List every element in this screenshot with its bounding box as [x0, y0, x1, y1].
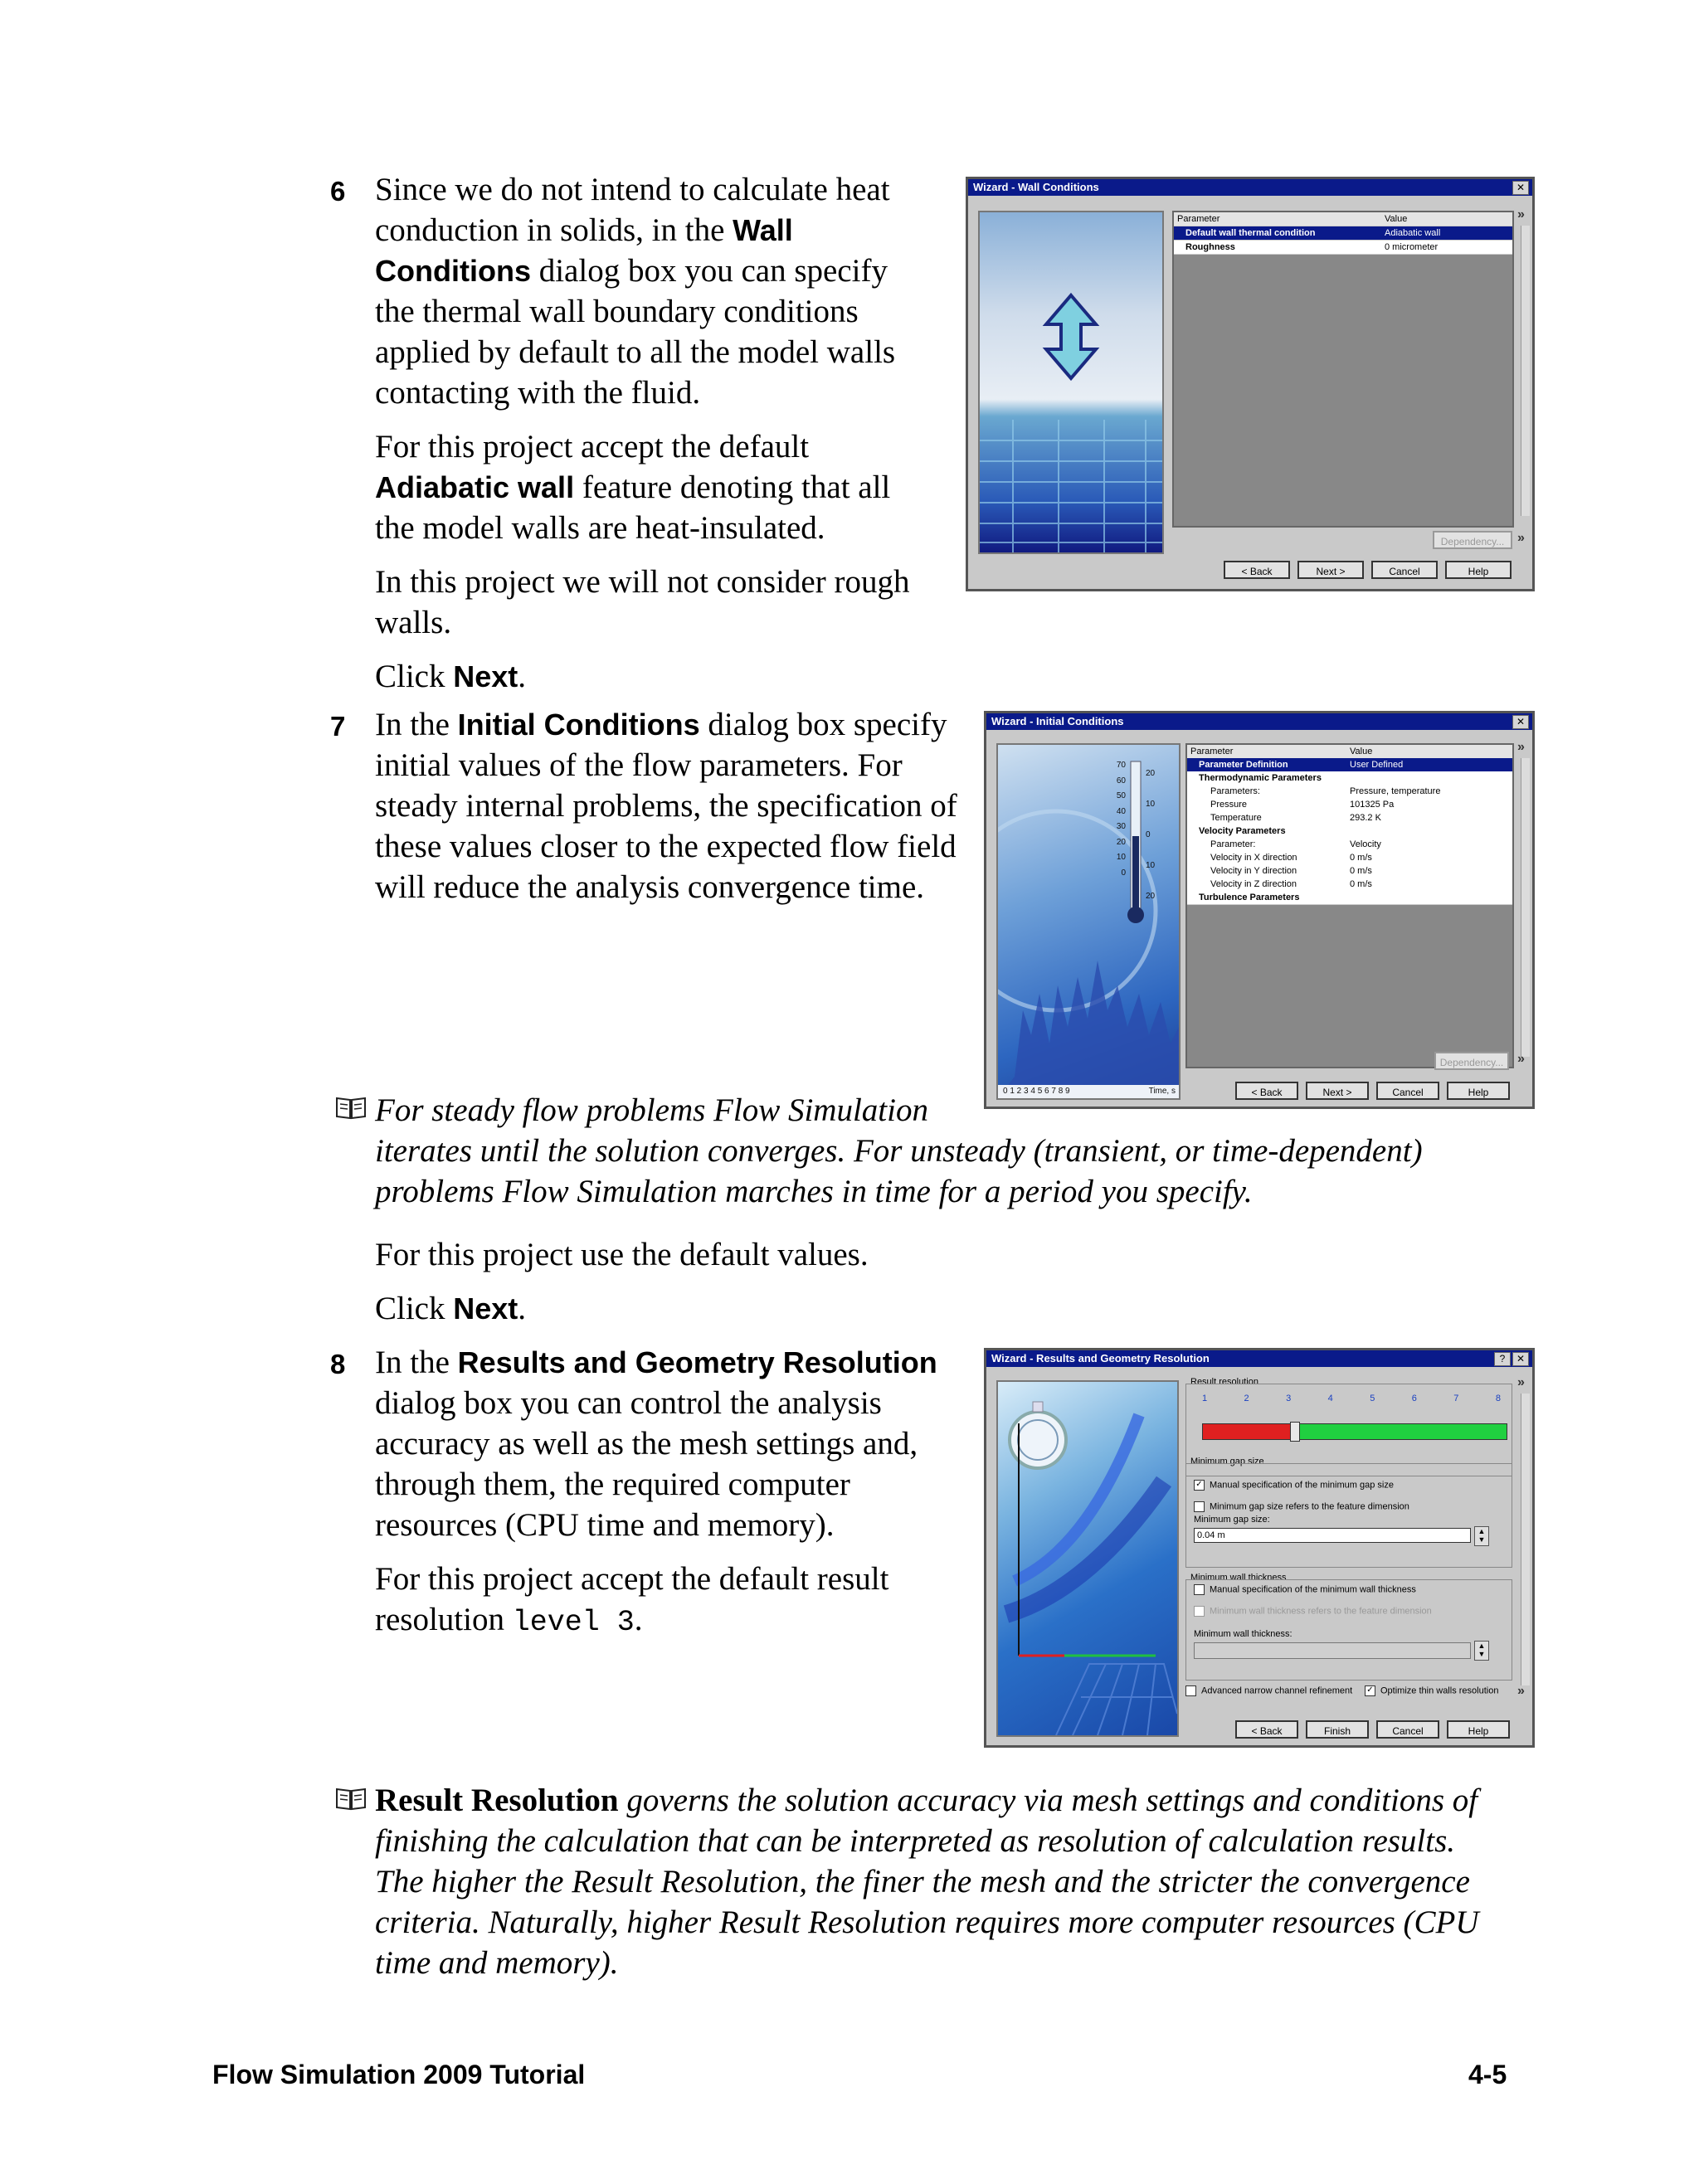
note2-line5: time and memory).: [375, 1945, 619, 1981]
wall-conditions-dialog: [966, 177, 1535, 591]
step6-click: Click: [375, 659, 445, 694]
col-value: Value: [1350, 747, 1373, 756]
x-axis-label: Time, s: [1148, 1087, 1176, 1096]
step8-resolution-pre: resolution: [375, 1602, 504, 1637]
min-gap-group-label: Minimum gap size: [1190, 1457, 1264, 1467]
step6-p2-line2: feature denoting that all: [582, 469, 891, 505]
checkbox-checked[interactable]: ✓: [1194, 1480, 1205, 1491]
row-value: 101325 Pa: [1350, 800, 1395, 810]
expand-chevron-icon[interactable]: »: [1517, 531, 1525, 545]
thermo-left-tick: 10: [1116, 853, 1126, 862]
thermo-left-tick: 40: [1116, 806, 1126, 816]
step7-line4: these values closer to the expected flow field: [375, 829, 957, 864]
help-button[interactable]: Help: [1447, 1082, 1510, 1100]
click-text: Click: [375, 1291, 445, 1326]
min-gap-stepper[interactable]: ▲ ▼: [1474, 1526, 1489, 1546]
wall-feature-checkbox[interactable]: [1194, 1606, 1432, 1617]
wall-parameter-grid: [1172, 211, 1514, 528]
min-wall-group-label: Minimum wall thickness: [1190, 1573, 1287, 1583]
results-illustration: [996, 1380, 1179, 1737]
footer-title: Flow Simulation 2009 Tutorial: [212, 2060, 586, 2089]
table-row[interactable]: [1174, 241, 1512, 255]
tick-label: 5: [1370, 1394, 1375, 1403]
row-param: Parameter:: [1210, 839, 1256, 849]
step6-p2-line1: For this project accept the default: [375, 429, 810, 465]
row-param: Turbulence Parameters: [1199, 893, 1300, 902]
step6-p2-line3: the model walls are heat-insulated.: [375, 510, 825, 546]
thermo-left-tick: 50: [1116, 791, 1126, 800]
tick-label: 8: [1495, 1394, 1501, 1403]
after-note1-text: [375, 1234, 1122, 1329]
step6-line2: conduction in solids, in the: [375, 212, 725, 248]
row-param: Thermodynamic Parameters: [1199, 773, 1322, 783]
result-resolution-label: Result resolution: [1190, 1377, 1258, 1387]
step6-line6: contacting with the fluid.: [375, 375, 701, 411]
tick-label: 6: [1411, 1394, 1417, 1403]
step7-line5: will reduce the analysis convergence time.: [375, 869, 925, 905]
min-gap-label: Minimum gap size:: [1194, 1515, 1270, 1525]
checkbox-unchecked[interactable]: [1185, 1685, 1196, 1696]
adv-narrow-checkbox[interactable]: [1185, 1685, 1352, 1696]
row-param: Parameters:: [1210, 786, 1260, 796]
row-value: 0 m/s: [1350, 866, 1372, 876]
table-row[interactable]: [1187, 878, 1512, 892]
checkbox-disabled[interactable]: [1194, 1606, 1205, 1617]
next-button[interactable]: Next >: [1297, 561, 1364, 579]
manual-wall-label: Manual specification of the minimum wall thickness: [1210, 1584, 1416, 1595]
grid-header: [1187, 745, 1512, 759]
thermo-right-tick: 20: [1146, 769, 1156, 778]
manual-gap-label: Manual specification of the minimum gap size: [1210, 1480, 1394, 1491]
table-row[interactable]: [1187, 798, 1512, 812]
thermo-left-tick: 30: [1116, 822, 1126, 831]
step8-text: [375, 1342, 972, 1643]
next-label: Next: [453, 1291, 518, 1325]
col-value: Value: [1385, 214, 1408, 224]
thermo-left-tick: 70: [1116, 761, 1126, 770]
help-button[interactable]: Help: [1445, 561, 1512, 579]
scrollbar[interactable]: [1521, 226, 1530, 516]
book-icon-svg: [335, 1786, 367, 1811]
step8-line5: resources (CPU time and memory).: [375, 1507, 835, 1543]
note2-line2: finishing the calculation that can be interpreted as resolution of calculation results.: [375, 1823, 1456, 1859]
step6-p3-line2: walls.: [375, 605, 452, 640]
note1-text: [375, 1090, 1536, 1212]
gap-feature-label: Minimum gap size refers to the feature dimension: [1210, 1501, 1409, 1512]
row-param: Roughness: [1185, 242, 1235, 252]
col-parameter: Parameter: [1190, 747, 1234, 756]
results-illustration-art: [998, 1382, 1177, 1735]
results-resolution-dialog: [984, 1348, 1535, 1748]
cancel-button[interactable]: Cancel: [1376, 1720, 1439, 1739]
thermo-right-tick: 0: [1146, 830, 1151, 839]
gap-feature-checkbox[interactable]: [1194, 1501, 1409, 1512]
double-arrow-icon: [1046, 295, 1096, 378]
back-button[interactable]: < Back: [1235, 1082, 1298, 1100]
next-label: Next: [453, 659, 518, 693]
table-row[interactable]: [1187, 771, 1512, 786]
step6-text: [375, 169, 956, 697]
row-value: User Defined: [1350, 760, 1404, 770]
table-row[interactable]: [1187, 891, 1512, 905]
note2-text: [375, 1780, 1553, 1983]
initial-parameter-grid: [1185, 743, 1514, 1068]
row-param: Velocity in X direction: [1210, 853, 1297, 863]
expand-chevron-icon[interactable]: »: [1517, 207, 1525, 221]
tick-label: 1: [1202, 1394, 1208, 1403]
page-number: 4-5: [1468, 2060, 1507, 2089]
wall-illustration: [978, 211, 1164, 554]
checkbox-unchecked[interactable]: [1194, 1584, 1205, 1595]
note2-line1: governs the solution accuracy via mesh settings and conditions of: [626, 1783, 1478, 1818]
initial-dialog-title: Wizard - Initial Conditions: [986, 713, 1532, 730]
result-resolution-bold: Result Resolution: [375, 1783, 619, 1818]
step8-line4: through them, the required computer: [375, 1467, 850, 1502]
note1-line1: For steady flow problems Flow Simulation: [375, 1092, 928, 1128]
step8-line3: accuracy as well as the mesh settings and,: [375, 1426, 918, 1462]
result-resolution-slider[interactable]: [1202, 1423, 1507, 1440]
wall-illustration-art: [980, 212, 1162, 552]
tick-label: 2: [1244, 1394, 1249, 1403]
step8-pre: In the: [375, 1345, 450, 1380]
results-dialog-close-button[interactable]: ✕: [1512, 1352, 1529, 1366]
results-dialog-title: Wizard - Results and Geometry Resolution: [986, 1350, 1532, 1367]
note1-line2: iterates until the solution converges. For unsteady (transient, or time-dependent): [375, 1133, 1423, 1169]
step7-pre: In the: [375, 707, 450, 742]
initial-illustration: [996, 743, 1181, 1100]
table-row[interactable]: [1187, 811, 1512, 825]
min-gap-input[interactable]: [1194, 1528, 1471, 1543]
min-wall-stepper[interactable]: ▲ ▼: [1474, 1641, 1489, 1661]
row-value: 0 m/s: [1350, 853, 1372, 863]
scrollbar[interactable]: [1521, 758, 1530, 1057]
results-dialog-help-button[interactable]: ?: [1494, 1352, 1511, 1366]
tick-label: 7: [1453, 1394, 1459, 1403]
initial-conditions-label: Initial Conditions: [457, 708, 700, 742]
cancel-button[interactable]: Cancel: [1376, 1082, 1439, 1100]
note1-line3: problems Flow Simulation marches in time for a period you specify.: [375, 1174, 1253, 1209]
optimize-label: Optimize thin walls resolution: [1380, 1685, 1499, 1696]
row-value: Adiabatic wall: [1385, 228, 1441, 238]
wall-dialog-close-button[interactable]: ✕: [1512, 181, 1529, 195]
adv-narrow-label: Advanced narrow channel refinement: [1201, 1685, 1353, 1696]
initial-conditions-dialog: [984, 711, 1535, 1109]
book-icon-svg: [335, 1095, 367, 1120]
table-row[interactable]: [1187, 824, 1512, 839]
slider-thumb[interactable]: [1290, 1422, 1300, 1442]
row-value: Pressure, temperature: [1350, 786, 1441, 796]
row-param: Velocity Parameters: [1199, 826, 1286, 836]
expand-chevron-icon[interactable]: »: [1517, 740, 1525, 754]
book-icon: [335, 1095, 367, 1127]
wall-feature-label: Minimum wall thickness refers to the feature dimension: [1210, 1606, 1432, 1617]
thermo-right-tick: 10: [1146, 800, 1156, 809]
back-button[interactable]: < Back: [1224, 561, 1290, 579]
row-value: Velocity: [1350, 839, 1381, 849]
back-button[interactable]: < Back: [1235, 1720, 1298, 1739]
cancel-button[interactable]: Cancel: [1371, 561, 1438, 579]
table-row[interactable]: [1187, 785, 1512, 799]
results-geometry-label: Results and Geometry Resolution: [457, 1345, 937, 1379]
table-row[interactable]: [1174, 226, 1512, 241]
tick-label: 4: [1327, 1394, 1333, 1403]
conditions-label: Conditions: [375, 254, 531, 288]
row-param: Velocity in Z direction: [1210, 879, 1297, 889]
default-values-line: For this project use the default values.: [375, 1237, 869, 1272]
initial-dialog-close-button[interactable]: ✕: [1512, 715, 1529, 729]
step-number-7: 7: [330, 711, 346, 742]
wall-label: Wall: [733, 213, 793, 247]
min-wall-label: Minimum wall thickness:: [1194, 1629, 1293, 1639]
help-button[interactable]: Help: [1447, 1720, 1510, 1739]
step7-line2: initial values of the flow parameters. For: [375, 747, 903, 783]
tick-label: 3: [1286, 1394, 1292, 1403]
x-axis-ticks: 0 1 2 3 4 5 6 7 8 9: [1003, 1087, 1070, 1096]
wall-dialog-title: Wizard - Wall Conditions: [968, 179, 1532, 196]
table-row[interactable]: [1187, 851, 1512, 865]
expand-chevron-icon[interactable]: »: [1517, 1375, 1525, 1389]
manual-gap-checkbox[interactable]: [1194, 1480, 1394, 1491]
note2-line3: The higher the Result Resolution, the finer the mesh and the stricter the convergence: [375, 1864, 1470, 1899]
step8-line2: dialog box you can control the analysis: [375, 1385, 882, 1421]
row-param: Temperature: [1210, 813, 1262, 823]
optimize-checkbox[interactable]: [1365, 1685, 1498, 1696]
step6-line5: applied by default to all the model walls: [375, 334, 896, 370]
resolution-ticks: [1202, 1394, 1501, 1403]
adiabatic-wall-label: Adiabatic wall: [375, 470, 575, 504]
row-param: Pressure: [1210, 800, 1248, 810]
dependency-button[interactable]: Dependency...: [1434, 1052, 1509, 1070]
thermo-right-tick: 20: [1146, 892, 1156, 901]
step6-line4: the thermal wall boundary conditions: [375, 294, 859, 329]
row-param: Velocity in Y direction: [1210, 866, 1297, 876]
step-number-8: 8: [330, 1349, 346, 1379]
row-value: 293.2 K: [1350, 813, 1381, 823]
step8-period: .: [634, 1602, 643, 1637]
step-number-6: 6: [330, 176, 346, 207]
step6-p3-line1: In this project we will not consider rough: [375, 564, 910, 600]
grid-header: [1174, 212, 1512, 226]
step7-text: [375, 704, 981, 907]
book-icon: [335, 1786, 367, 1818]
thermo-right-tick: 10: [1146, 861, 1156, 870]
finish-button[interactable]: Finish: [1306, 1720, 1369, 1739]
checkbox-unchecked[interactable]: [1194, 1501, 1205, 1512]
checkbox-checked[interactable]: ✓: [1365, 1685, 1375, 1696]
table-row[interactable]: [1187, 758, 1512, 772]
row-param: Parameter Definition: [1199, 760, 1288, 770]
row-param: Default wall thermal condition: [1185, 228, 1316, 238]
next-button[interactable]: Next >: [1306, 1082, 1369, 1100]
dependency-button[interactable]: Dependency...: [1433, 531, 1512, 549]
step6-period: .: [518, 659, 527, 694]
thermo-left-tick: 0: [1121, 868, 1126, 878]
thermo-left-tick: 60: [1116, 776, 1126, 786]
period: .: [518, 1291, 527, 1326]
table-row[interactable]: [1187, 864, 1512, 878]
step7-post: dialog box specify: [708, 707, 947, 742]
step8-line6: For this project accept the default result: [375, 1561, 889, 1597]
table-row[interactable]: [1187, 838, 1512, 852]
slider-fill: [1203, 1424, 1294, 1439]
note2-line4: criteria. Naturally, higher Result Resolution requires more computer resources (CPU: [375, 1904, 1479, 1940]
min-wall-input[interactable]: [1194, 1642, 1471, 1659]
row-value: 0 m/s: [1350, 879, 1372, 889]
col-parameter: Parameter: [1177, 214, 1220, 224]
step6-line3: dialog box you can specify: [538, 253, 888, 289]
scrollbar[interactable]: [1521, 1394, 1530, 1685]
level-value: level 3: [512, 1606, 635, 1639]
expand-chevron-icon[interactable]: »: [1517, 1684, 1525, 1698]
row-value: 0 micrometer: [1385, 242, 1439, 252]
expand-chevron-icon[interactable]: »: [1517, 1052, 1525, 1066]
manual-wall-checkbox[interactable]: [1194, 1584, 1416, 1595]
thermo-left-tick: 20: [1116, 837, 1126, 847]
step7-line3: steady internal problems, the specification of: [375, 788, 957, 824]
step6-line1: Since we do not intend to calculate heat: [375, 172, 890, 207]
